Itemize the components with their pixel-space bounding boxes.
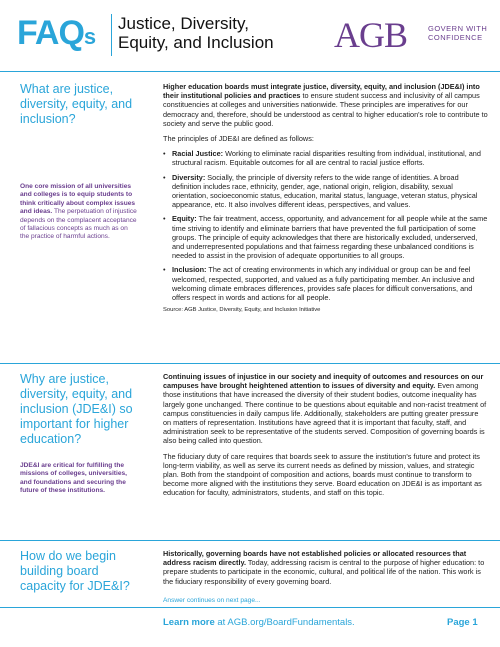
sidebar-note-2: JDE&I are critical for fulfilling the missions of colleges, universities, and foundations and securing the future of these institutions. (20, 462, 128, 495)
footer-rule (0, 607, 500, 608)
continues-note: Answer continues on next page... (163, 597, 261, 604)
answer-3 (163, 549, 488, 592)
principles-intro: The principles of JDE&I are defined as follows: (163, 134, 314, 144)
agb-tagline: GOVERN WITH CONFIDENCE (428, 24, 488, 42)
sidebar-note-1: One core mission of all universities and colleges is to equip students to think critically about complex issues and ideas. The perpetuation of injustice depends on the complacent acceptance of fallacious concepts as much as on the practice of harmful actions. (20, 183, 137, 241)
section-divider (0, 540, 500, 541)
list-item: • Equity: The fair treatment, access, opportunity, and advancement for all people while at the same time striving to identify and eliminate barriers that have prevented the full participation of some groups. The principle of equity acknowledges that there are historically excluded, underserved, and underrepresented populations and that fairness regarding these unbalanced conditions is needed to assist in the provision of adequate opportunities to all groups. (163, 214, 488, 260)
document-title: Justice, Diversity, Equity, and Inclusion (118, 14, 274, 52)
list-item: • Diversity: Socially, the principle of diversity refers to the wide range of identities. A broad definition includes race, ethnicity, gender, age, national origin, religion, disability, sexual orientation, socioeconomic status, education, marital status, language, veteran status, physical appearance, etc. It also involves different ideas, perspectives, and values. (163, 173, 488, 210)
header-divider (111, 14, 112, 56)
paragraph: Historically, governing boards have not established policies or allocated resources that address racism directly. Today, addressing racism is central to the purpose of higher education: to prepare students to participate in the economic, cultural, and political life of the nation. This work is the fiduciary responsibility of every governing board. (163, 549, 485, 586)
question-3: How do we begin building board capacity for JDE&I? (20, 549, 130, 593)
question-2: Why are justice, diversity, equity, and inclusion (JDE&I) so important for higher education? (20, 372, 133, 446)
learn-more-link[interactable]: Learn more at AGB.org/BoardFundamentals. (163, 617, 355, 628)
answer-2 (163, 372, 488, 504)
page-header (0, 0, 500, 72)
section-divider (0, 363, 500, 364)
agb-logo: AGB (334, 15, 408, 55)
list-item: • Racial Justice: Working to eliminate racial disparities resulting from individual, institutional, and structural racism. Equitable outcomes for all are central to racial justice efforts. (163, 149, 488, 167)
paragraph: The fiduciary duty of care requires that boards seek to assure the institution's future and protect its long-term viability, as well as serve its current needs as defined by mission, values, and strategic plan. Both from the standpoint of composition and actions, boards must continue to transform to become more aligned with the institutions they serve. Board education on JDE&I is as important as education for faculty, administrators, students, and staff on this topic. (163, 451, 482, 498)
faqs-logo: FAQs (17, 14, 96, 52)
intro-paragraph: Higher education boards must integrate justice, diversity, equity, and inclusion (JDE&I) into their institutional policies and practices to ensure student success and inclusivity of all campus constituencies at colleges and universities nationwide. These principles are imperatives for our democracy and, therefore, should be understood as central to higher education's role to contribute to society and serve the public good. (163, 82, 488, 128)
question-1: What are justice, diversity, equity, and inclusion? (20, 82, 133, 126)
header-rule (0, 71, 500, 72)
list-item: • Inclusion: The act of creating environments in which any individual or group can be and feel welcomed, respected, supported, and valued as a fully participating member. An inclusive and welcoming climate embraces differences, provides safe places for difficult conversations, and offers respect in words and actions for all people. (163, 265, 488, 302)
principles-list (163, 149, 488, 302)
paragraph: Continuing issues of injustice in our society and inequity of outcomes and resources on our campuses have brought heightened attention to issues of diversity and equity. Even among those institutions that have increased the diversity of their student bodies, outcome inequality has largely gone unchanged. There continue to be questions about equitable and non-racist treatment of campus constituencies in daily campus life. Additionally, stakeholders are putting greater pressure on matters of representation. Institutions have agreed that it is important that faculty, staff, and administration seek to be representative of the students served. Composition of governing boards is also being called into question. (163, 372, 487, 446)
source-note: Source: AGB Justice, Diversity, Equity, and Inclusion Initiative (163, 307, 321, 314)
page-number: Page 1 (447, 617, 478, 628)
answer-1 (163, 82, 488, 314)
